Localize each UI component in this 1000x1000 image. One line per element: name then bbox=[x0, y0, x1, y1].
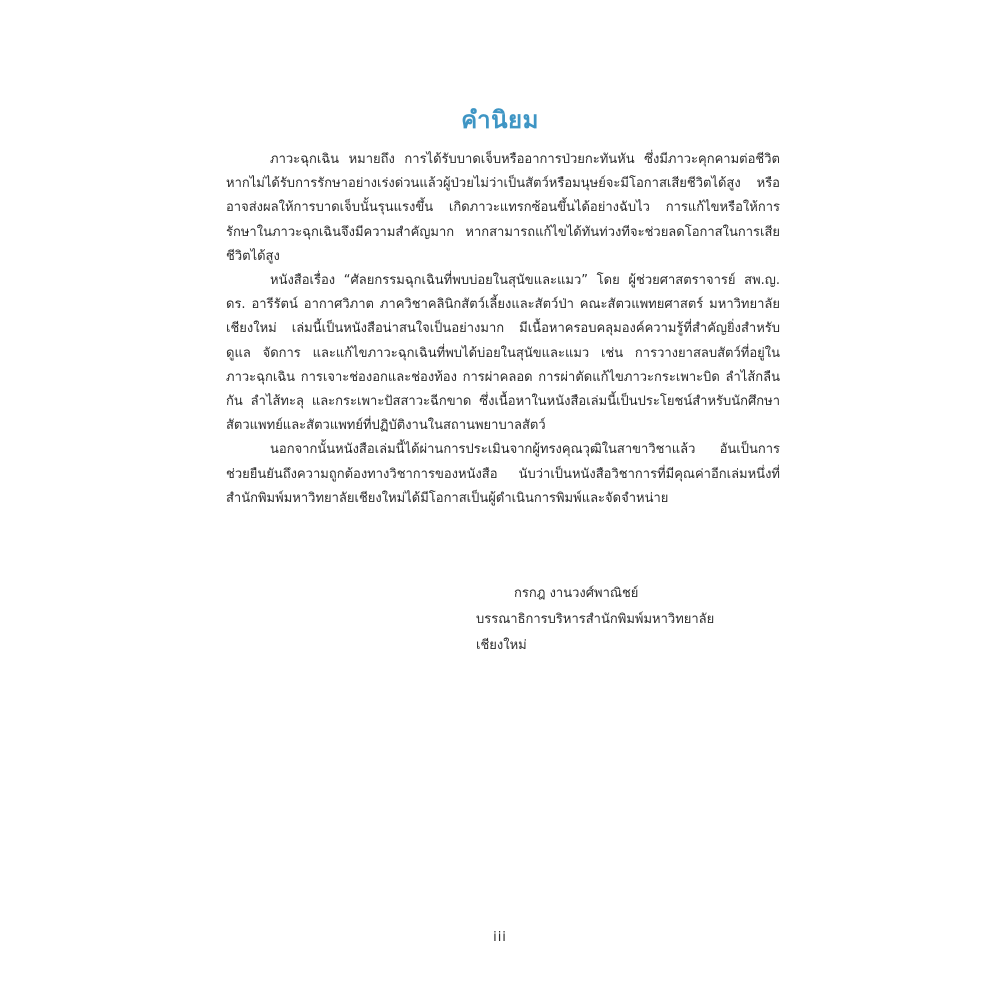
foreword-body bbox=[226, 148, 780, 511]
page-title: คำนิยม bbox=[461, 106, 539, 134]
page-number: iii bbox=[493, 930, 507, 945]
signature-name: กรกฎ งานวงศ์พาณิชย์ bbox=[514, 586, 639, 601]
paragraph-2: หนังสือเรื่อง “ศัลยกรรมฉุกเฉินที่พบบ่อยในสุนัขและแมว” โดย ผู้ช่วยศาสตราจารย์ สพ.ญ. ดร. อารีรัตน์ อากาศวิภาต ภาควิชาคลินิกสัตว์เลี้ยงและสัตว์ป่า คณะสัตวแพทยศาสตร์ มหาวิทยาลัยเชียงใหม่ เล่มนี้เป็นหนังสือน่าสนใจเป็นอย่างมาก มีเนื้อหาครอบคลุมองค์ความรู้ที่สำคัญยิ่งสำหรับดูแล จัดการ และแก้ไขภาวะฉุกเฉินที่พบได้บ่อยในสุนัขและแมว เช่น การวางยาสลบสัตว์ที่อยู่ในภาวะฉุกเฉิน การเจาะช่องอกและช่องท้อง การผ่าคลอด การผ่าตัดแก้ไขภาวะกระเพาะบิด ลำไส้กลืนกัน ลำไส้ทะลุ และกระเพาะปัสสาวะฉีกขาด ซึ่งเนื้อหาในหนังสือเล่มนี้เป็นประโยชน์สำหรับนักศึกษาสัตวแพทย์และสัตวแพทย์ที่ปฏิบัติงานในสถานพยาบาลสัตว์ bbox=[226, 273, 780, 434]
signature-block bbox=[440, 581, 756, 659]
signature-position: บรรณาธิการบริหารสำนักพิมพ์มหาวิทยาลัยเชียงใหม่ bbox=[476, 612, 715, 653]
paragraph-3: นอกจากนั้นหนังสือเล่มนี้ได้ผ่านการประเมินจากผู้ทรงคุณวุฒิในสาขาวิชาแล้ว อันเป็นการช่วยยืนยันถึงความถูกต้องทางวิชาการของหนังสือ นับว่าเป็นหนังสือวิชาการที่มีคุณค่าอีกเล่มหนึ่งที่สำนักพิมพ์มหาวิทยาลัยเชียงใหม่ได้มีโอกาสเป็นผู้ดำเนินการพิมพ์และจัดจำหน่าย bbox=[226, 442, 780, 506]
paragraph-1: ภาวะฉุกเฉิน หมายถึง การได้รับบาดเจ็บหรืออาการป่วยกะทันหัน ซึ่งมีภาวะคุกคามต่อชีวิต หากไม่ได้รับการรักษาอย่างเร่งด่วนแล้วผู้ป่วยไม่ว่าเป็นสัตว์หรือมนุษย์จะมีโอกาสเสียชีวิตได้สูง หรืออาจส่งผลให้การบาดเจ็บนั้นรุนแรงขึ้น เกิดภาวะแทรกซ้อนขึ้นได้อย่างฉับไว การแก้ไขหรือให้การรักษาในภาวะฉุกเฉินจึงมีความสำคัญมาก หากสามารถแก้ไขได้ทันท่วงทีจะช่วยลดโอกาสในการเสียชีวิตได้สูง bbox=[226, 152, 780, 264]
